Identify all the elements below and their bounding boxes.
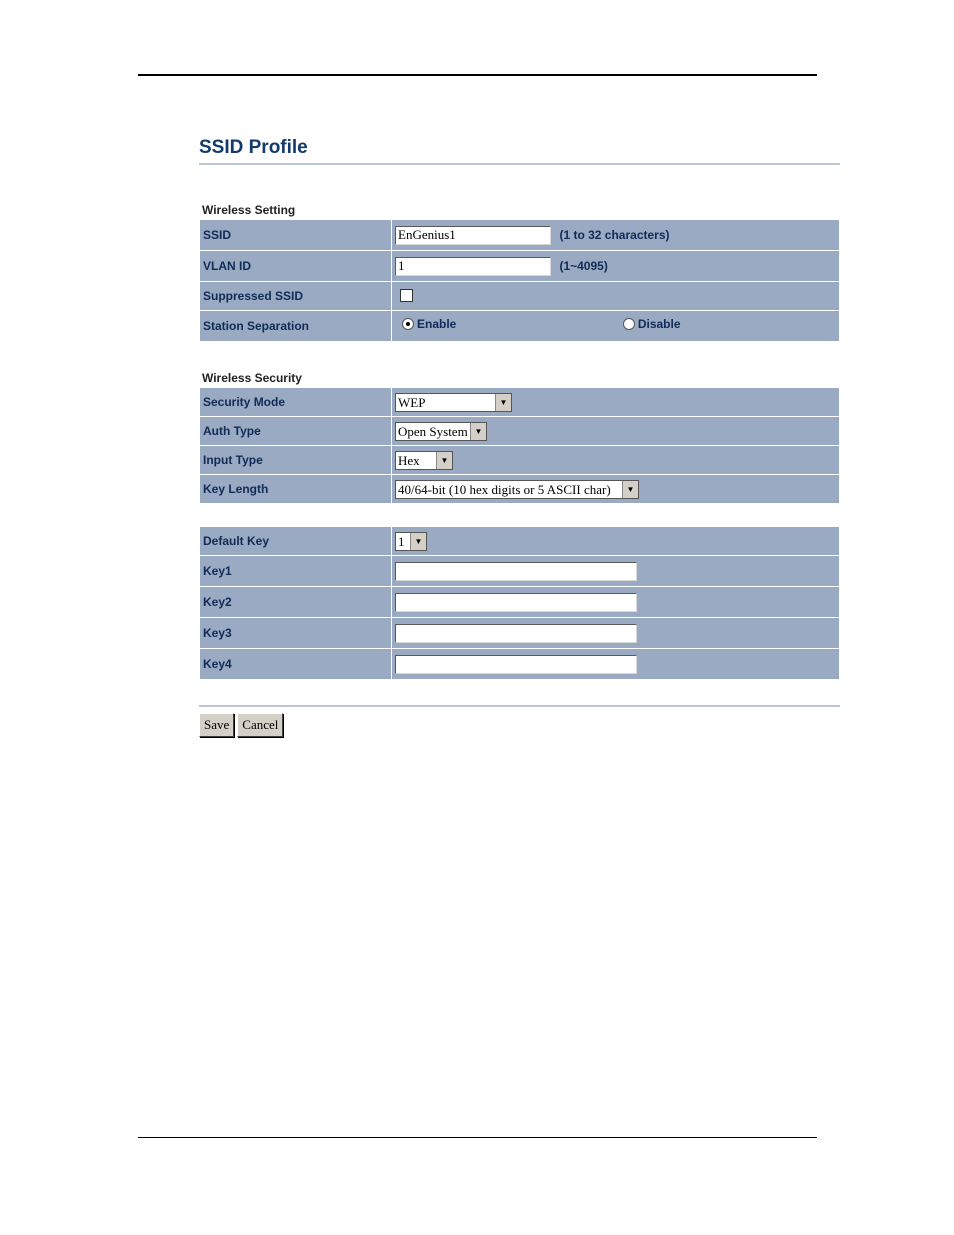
radio-selected-icon[interactable] <box>402 318 414 330</box>
default-key-select[interactable]: 1 ▼ <box>395 532 427 551</box>
key1-row <box>200 556 840 587</box>
keys-table <box>199 526 840 680</box>
ssid-profile-panel <box>199 130 840 737</box>
vlan-id-row <box>200 251 840 282</box>
footer-divider <box>199 705 840 707</box>
cancel-button[interactable]: Cancel <box>237 713 283 737</box>
suppressed-ssid-label: Suppressed SSID <box>200 282 392 311</box>
page-top-rule <box>138 74 817 76</box>
station-separation-disable[interactable] <box>623 317 681 331</box>
key-length-row <box>200 475 840 504</box>
page-title: SSID Profile <box>199 130 840 165</box>
auth-type-select[interactable]: Open System ▼ <box>395 422 487 441</box>
enable-label: Enable <box>417 317 457 331</box>
input-type-select[interactable]: Hex ▼ <box>395 451 453 470</box>
auth-type-row <box>200 417 840 446</box>
key3-label: Key3 <box>200 618 392 649</box>
key2-label: Key2 <box>200 587 392 618</box>
vlan-id-hint: (1~4095) <box>559 259 608 273</box>
chevron-down-icon[interactable]: ▼ <box>495 394 511 411</box>
page-bottom-rule <box>138 1137 817 1138</box>
key-length-select[interactable]: 40/64-bit (10 hex digits or 5 ASCII char) ▼ <box>395 480 639 499</box>
suppressed-ssid-row <box>200 282 840 311</box>
key4-input[interactable] <box>395 655 637 674</box>
default-key-row <box>200 527 840 556</box>
security-mode-row <box>200 388 840 417</box>
security-mode-select[interactable]: WEP ▼ <box>395 393 512 412</box>
input-type-label: Input Type <box>200 446 392 475</box>
auth-type-label: Auth Type <box>200 417 392 446</box>
wireless-setting-table <box>199 219 840 342</box>
save-button[interactable]: Save <box>199 713 234 737</box>
security-mode-label: Security Mode <box>200 388 392 417</box>
wireless-security-label: Wireless Security <box>202 371 302 385</box>
suppressed-ssid-checkbox[interactable] <box>400 289 413 302</box>
input-type-row <box>200 446 840 475</box>
key4-row <box>200 649 840 680</box>
ssid-input[interactable] <box>395 226 551 245</box>
chevron-down-icon[interactable]: ▼ <box>436 452 452 469</box>
key3-input[interactable] <box>395 624 637 643</box>
station-separation-label: Station Separation <box>200 311 392 342</box>
chevron-down-icon[interactable]: ▼ <box>470 423 486 440</box>
wireless-security-table <box>199 387 840 504</box>
default-key-label: Default Key <box>200 527 392 556</box>
wireless-setting-label: Wireless Setting <box>202 203 296 217</box>
key1-label: Key1 <box>200 556 392 587</box>
key2-row <box>200 587 840 618</box>
chevron-down-icon[interactable]: ▼ <box>410 533 426 550</box>
key2-input[interactable] <box>395 593 637 612</box>
key1-input[interactable] <box>395 562 637 581</box>
chevron-down-icon[interactable]: ▼ <box>622 481 638 498</box>
vlan-id-input[interactable] <box>395 257 551 276</box>
vlan-id-label: VLAN ID <box>200 251 392 282</box>
station-separation-enable[interactable] <box>402 317 456 331</box>
ssid-label: SSID <box>200 220 392 251</box>
key-length-label: Key Length <box>200 475 392 504</box>
radio-unselected-icon[interactable] <box>623 318 635 330</box>
station-separation-row <box>200 311 840 342</box>
action-buttons <box>199 713 840 737</box>
key3-row <box>200 618 840 649</box>
disable-label: Disable <box>637 317 681 331</box>
ssid-row <box>200 220 840 251</box>
key4-label: Key4 <box>200 649 392 680</box>
ssid-hint: (1 to 32 characters) <box>559 228 670 242</box>
